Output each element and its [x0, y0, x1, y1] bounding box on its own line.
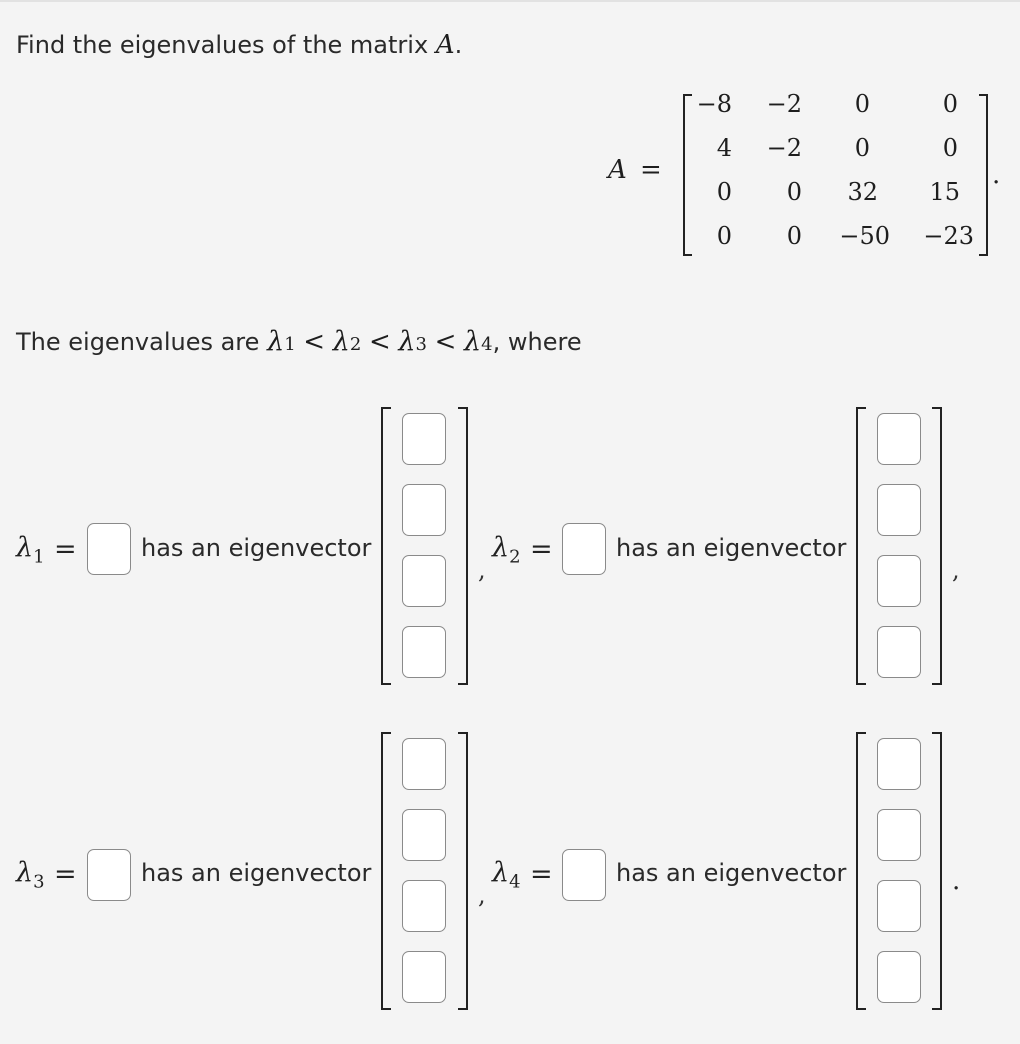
matrix-cell: 0 — [854, 134, 870, 162]
eigenvector-3-phrase: has an eigenvector — [141, 859, 372, 887]
matrix-cell: 0 — [786, 222, 802, 250]
eigenvector-2-right-bracket — [932, 407, 942, 685]
eigenvector-3-left-bracket — [381, 732, 391, 1010]
order-lambda: λ — [464, 326, 482, 357]
lambda-2-label: $\lambda_2$ — [492, 532, 521, 568]
prompt-text: Find the eigenvalues of the matrix — [16, 31, 429, 59]
order-lt: < — [368, 327, 391, 357]
eigenpair-2-comma: , — [952, 556, 960, 584]
eigenvector-1-entry-2[interactable] — [402, 484, 446, 536]
order-sub: 3 — [415, 334, 427, 355]
eigenvector-2-left-bracket — [856, 407, 866, 685]
eigenvalue-4-input[interactable] — [562, 849, 606, 901]
eigenvector-4-entry-3[interactable] — [877, 880, 921, 932]
eigenvector-2-entry-4[interactable] — [877, 626, 921, 678]
matrix-cell: 0 — [716, 222, 732, 250]
eigenpair-4-period: . — [952, 866, 961, 896]
matrix-cell: 15 — [929, 178, 960, 206]
eigenvector-3-entry-3[interactable] — [402, 880, 446, 932]
order-lambda: λ — [332, 326, 350, 357]
eigenvector-3-entry-1[interactable] — [402, 738, 446, 790]
matrix-cell: −50 — [839, 222, 890, 250]
prompt-matrix-symbol: A — [435, 30, 455, 60]
matrix-cell: −23 — [923, 222, 974, 250]
matrix-label: A — [608, 155, 627, 185]
eigenvector-4-entry-1[interactable] — [877, 738, 921, 790]
order-suffix: , where — [492, 328, 582, 356]
matrix-cell: −2 — [766, 134, 802, 162]
eigenvalue-order-statement — [16, 326, 582, 357]
eigenvector-3-right-bracket — [458, 732, 468, 1010]
eigenvector-4-entry-2[interactable] — [877, 809, 921, 861]
lambda-1-label: $\lambda_1$ — [16, 532, 45, 568]
order-lambda: λ — [267, 326, 285, 357]
order-sub: 1 — [284, 334, 296, 355]
prompt-end: . — [454, 31, 463, 59]
eigenvector-2-entry-3[interactable] — [877, 555, 921, 607]
question-prompt — [16, 30, 462, 60]
eigenvector-4-entry-4[interactable] — [877, 951, 921, 1003]
matrix-right-bracket — [979, 94, 988, 256]
lambda-3-label: $\lambda_3$ — [16, 857, 45, 893]
eigenvector-4-right-bracket — [932, 732, 942, 1010]
order-sub: 2 — [349, 334, 362, 355]
eigenvector-1-entry-4[interactable] — [402, 626, 446, 678]
eigenvector-3-entry-4[interactable] — [402, 951, 446, 1003]
order-lt: < — [434, 327, 457, 357]
eigenvector-1-entry-1[interactable] — [402, 413, 446, 465]
eigenvalue-2-input[interactable] — [562, 523, 606, 575]
eigenvalue-3-input[interactable] — [87, 849, 131, 901]
eigenvector-1-phrase: has an eigenvector — [141, 534, 372, 562]
matrix-cell: 4 — [716, 134, 732, 162]
top-divider — [0, 0, 1020, 2]
matrix-cell: 0 — [942, 90, 958, 118]
eigenvector-4-left-bracket — [856, 732, 866, 1010]
eigenpair-3-comma: , — [478, 881, 486, 909]
lambda-4-label: $\lambda_4$ — [492, 857, 521, 893]
eigenvector-4-phrase: has an eigenvector — [616, 859, 847, 887]
lambda-2-equals: = — [530, 534, 553, 565]
matrix-cell: 0 — [786, 178, 802, 206]
matrix-cell: −2 — [766, 90, 802, 118]
matrix-cell: 32 — [847, 178, 878, 206]
eigenvector-1-left-bracket — [381, 407, 391, 685]
eigenvector-2-entry-2[interactable] — [877, 484, 921, 536]
order-prefix: The eigenvalues are — [16, 328, 260, 356]
eigenvector-1-entry-3[interactable] — [402, 555, 446, 607]
matrix-equals: = — [640, 155, 662, 185]
eigenvector-3-entry-2[interactable] — [402, 809, 446, 861]
lambda-4-equals: = — [530, 859, 553, 890]
eigenvalue-1-input[interactable] — [87, 523, 131, 575]
eigenvector-2-entry-1[interactable] — [877, 413, 921, 465]
order-lambda: λ — [398, 326, 416, 357]
order-lt: < — [303, 327, 326, 357]
order-sub: 4 — [481, 334, 493, 355]
matrix-cell: 0 — [716, 178, 732, 206]
matrix-cell: −8 — [696, 90, 732, 118]
matrix-cell: 0 — [942, 134, 958, 162]
lambda-3-equals: = — [54, 859, 77, 890]
matrix-cell: 0 — [854, 90, 870, 118]
lambda-1-equals: = — [54, 534, 77, 565]
eigenvector-2-phrase: has an eigenvector — [616, 534, 847, 562]
eigenvector-1-right-bracket — [458, 407, 468, 685]
eigenpair-1-comma: , — [478, 556, 486, 584]
matrix-period: . — [992, 160, 1001, 190]
